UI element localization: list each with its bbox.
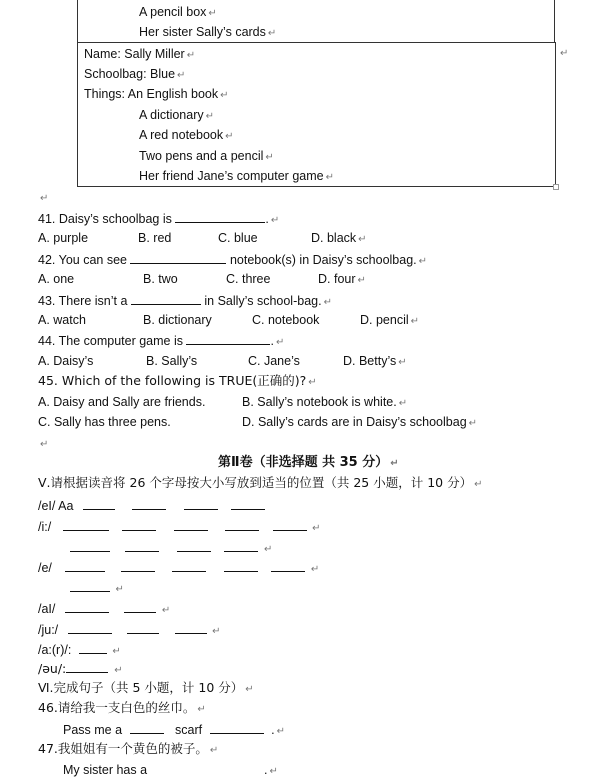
ei-blank-1[interactable] <box>83 497 115 510</box>
sally-item-game: Her friend Jane’s computer game ↵ <box>139 169 334 183</box>
i-blank-4[interactable] <box>225 518 259 531</box>
i-blank-5[interactable] <box>273 518 307 531</box>
ei-blank-2[interactable] <box>132 497 166 510</box>
ai-blank-2[interactable] <box>124 600 156 613</box>
i-blank-8[interactable] <box>177 539 211 552</box>
q47-chinese: 47.我姐姐有一个黄色的被子。 ↵ <box>38 741 219 756</box>
sally-item-notebook: A red notebook ↵ <box>139 128 234 142</box>
section-2-title: 第Ⅱ卷（非选择题 共 35 分） ↵ <box>218 455 399 470</box>
sound-i-row: /i:/ ↵ <box>38 520 321 534</box>
ei-blank-4[interactable] <box>231 497 265 510</box>
q43-option-d: D. pencil ↵ <box>360 313 420 327</box>
q42-stem: 42. You can see notebook(s) in Daisy’s schoolbag. ↵ <box>38 253 428 267</box>
sally-things: Things: An English book ↵ <box>84 87 229 101</box>
q42-option-a: A. one <box>38 272 75 286</box>
i-blank-1[interactable] <box>63 518 109 531</box>
ju-blank-1[interactable] <box>68 621 112 634</box>
q41-option-d: D. black ↵ <box>311 231 367 245</box>
q45-stem: 45. Which of the following is TRUE(正确的)? ↵ <box>38 373 317 388</box>
e-blank-2[interactable] <box>121 559 155 572</box>
q44-option-d: D. Betty’s ↵ <box>343 354 407 368</box>
q44-option-a: A. Daisy’s <box>38 354 94 368</box>
q47-english: My sister has a . ↵ <box>63 763 278 777</box>
q44-stem: 44. The computer game is . ↵ <box>38 334 285 348</box>
q43-stem: 43. There isn’t a in Sally’s school-bag. ↵ <box>38 294 332 308</box>
q41-blank[interactable] <box>175 210 265 223</box>
blank-paragraph: ↵ <box>40 193 49 204</box>
ar-blank-1[interactable] <box>79 641 107 654</box>
q42-option-c: C. three <box>226 272 271 286</box>
ai-blank-1[interactable] <box>65 600 109 613</box>
i-blank-2[interactable] <box>122 518 156 531</box>
q43-blank[interactable] <box>131 292 201 305</box>
q42-option-b: B. two <box>143 272 178 286</box>
q46-blank-2[interactable] <box>210 721 264 734</box>
part5-title: Ⅴ.请根据读音将 26 个字母按大小写放到适当的位置（共 25 小题，计 10 分） ↵ <box>38 475 483 490</box>
q42-blank[interactable] <box>130 251 226 264</box>
e-blank-6[interactable] <box>70 579 110 592</box>
q45-option-c: C. Sally has three pens. <box>38 415 171 429</box>
e-blank-1[interactable] <box>65 559 105 572</box>
q43-option-a: A. watch <box>38 313 86 327</box>
ei-blank-3[interactable] <box>184 497 218 510</box>
q44-blank[interactable] <box>186 332 270 345</box>
q45-option-b: B. Sally’s notebook is white. ↵ <box>242 395 408 409</box>
table-row-end-mark: ↵ <box>560 48 569 59</box>
sound-i-row-2: ↵ <box>70 539 272 558</box>
q43-option-b: B. dictionary <box>143 313 212 327</box>
i-blank-9[interactable] <box>224 539 258 552</box>
sound-e-row: /e/ ↵ <box>38 561 320 575</box>
table-resize-handle <box>553 184 559 190</box>
table-right-border-top <box>554 0 555 42</box>
sound-ju-row: /ju:/ ↵ <box>38 623 221 637</box>
e-blank-5[interactable] <box>271 559 305 572</box>
q46-chinese: 46.请给我一支白色的丝巾。 ↵ <box>38 700 206 715</box>
q46-blank-1[interactable] <box>130 721 164 734</box>
q41-option-b: B. red <box>138 231 172 245</box>
e-blank-4[interactable] <box>224 559 258 572</box>
q41-stem: 41. Daisy’s schoolbag is . ↵ <box>38 212 280 226</box>
ou-blank-1[interactable] <box>66 660 108 673</box>
q43-option-c: C. notebook <box>252 313 320 327</box>
q45-option-d: D. Sally’s cards are in Daisy’s schoolbag ↵ <box>242 415 478 429</box>
sound-ei-row: /eI/ Aa <box>38 497 265 514</box>
sally-name: Name: Sally Miller ↵ <box>84 47 196 61</box>
sound-ar-row: /a:(r)/: ↵ <box>38 643 121 657</box>
sound-ou-row: /əu/: ↵ <box>38 661 123 676</box>
e-blank-3[interactable] <box>172 559 206 572</box>
i-blank-3[interactable] <box>174 518 208 531</box>
sally-schoolbag: Schoolbag: Blue ↵ <box>84 67 186 81</box>
i-blank-7[interactable] <box>125 539 159 552</box>
q41-option-c: C. blue <box>218 231 258 245</box>
sally-item-dictionary: A dictionary ↵ <box>139 108 215 122</box>
q44-option-c: C. Jane’s <box>248 354 300 368</box>
ju-blank-3[interactable] <box>175 621 207 634</box>
q42-option-d: D. four ↵ <box>318 272 366 286</box>
blank-paragraph-2: ↵ <box>40 439 49 450</box>
table-row-sister-cards: Her sister Sally’s cards ↵ <box>139 25 277 39</box>
q46-english: Pass me a scarf . ↵ <box>63 723 285 737</box>
sound-e-row-2: ↵ <box>70 579 124 598</box>
sound-ai-row: /aI/ ↵ <box>38 602 171 616</box>
part6-title: Ⅵ.完成句子（共 5 小题，计 10 分） ↵ <box>38 680 254 695</box>
table-left-border-top <box>77 0 78 42</box>
i-blank-6[interactable] <box>70 539 110 552</box>
q45-option-a: A. Daisy and Sally are friends. <box>38 395 206 409</box>
ju-blank-2[interactable] <box>127 621 159 634</box>
q41-option-a: A. purple <box>38 231 89 245</box>
sally-item-pens: Two pens and a pencil ↵ <box>139 149 274 163</box>
q44-option-b: B. Sally’s <box>146 354 198 368</box>
table-row-pencil-box: A pencil box ↵ <box>139 5 217 19</box>
